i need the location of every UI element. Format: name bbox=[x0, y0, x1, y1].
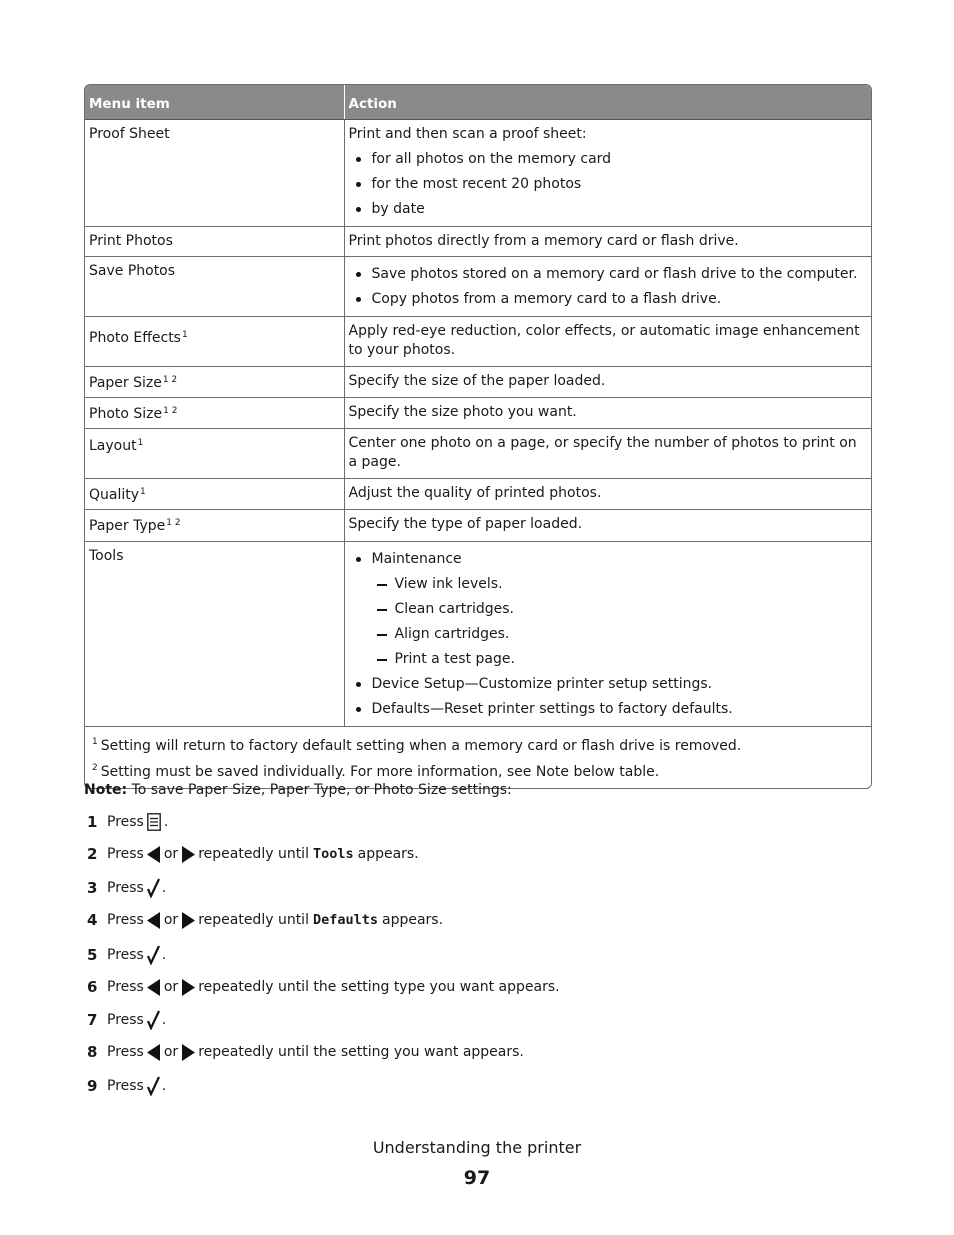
footnote-ref: 1 bbox=[137, 438, 144, 448]
step-2 bbox=[87, 844, 419, 864]
list-item: Print a test page. bbox=[349, 647, 867, 672]
step-number: 8 bbox=[87, 1043, 98, 1061]
list-item bbox=[349, 547, 867, 572]
footnote-1 bbox=[92, 733, 866, 759]
menu-item-photo-size bbox=[85, 398, 344, 429]
menu-item-paper-type bbox=[85, 510, 344, 542]
list-item: by date bbox=[349, 197, 867, 222]
step-press: Press bbox=[107, 846, 144, 862]
step-press: Press bbox=[107, 1044, 144, 1060]
step-number: 9 bbox=[87, 1077, 98, 1095]
step-number: 3 bbox=[87, 879, 98, 897]
header-action: Action bbox=[344, 85, 871, 120]
menu-item-quality bbox=[85, 479, 344, 510]
step-number: 5 bbox=[87, 946, 98, 964]
step-number: 1 bbox=[87, 813, 98, 831]
step-7 bbox=[87, 1010, 166, 1030]
header-menu-item: Menu item bbox=[85, 85, 344, 120]
step-or: or bbox=[163, 846, 179, 862]
list-item: Save photos stored on a memory card or flash drive to the computer. bbox=[349, 262, 867, 287]
table-row bbox=[85, 227, 871, 257]
item-label: Photo Effects bbox=[89, 330, 181, 346]
left-arrow-icon bbox=[147, 912, 161, 929]
action-cell: Center one photo on a page, or specify the number of photos to print on a page. bbox=[344, 429, 871, 479]
right-arrow-icon bbox=[181, 846, 195, 863]
left-arrow-icon bbox=[147, 979, 161, 996]
step-press: Press bbox=[107, 880, 144, 896]
note-paragraph bbox=[84, 782, 512, 798]
item-label: Layout bbox=[89, 438, 137, 454]
table-row bbox=[85, 510, 871, 542]
footnote-mark: 1 bbox=[92, 737, 98, 747]
step-6 bbox=[87, 977, 560, 997]
code-tools: Tools bbox=[312, 846, 354, 862]
checkmark-icon bbox=[147, 1010, 161, 1030]
list-item: View ink levels. bbox=[349, 572, 867, 597]
step-end: appears. bbox=[357, 846, 419, 862]
action-cell bbox=[344, 120, 871, 227]
step-8 bbox=[87, 1042, 524, 1062]
step-or: or bbox=[163, 912, 179, 928]
action-cell: Print photos directly from a memory card or flash drive. bbox=[344, 227, 871, 257]
footnote-ref: 1 2 bbox=[163, 406, 178, 416]
left-arrow-icon bbox=[147, 1044, 161, 1061]
note-label: Note: bbox=[84, 782, 128, 798]
list-item: Device Setup—Customize printer setup settings. bbox=[349, 672, 867, 697]
step-5 bbox=[87, 945, 166, 965]
section-footer: Understanding the printer bbox=[372, 1138, 582, 1157]
table-row bbox=[85, 479, 871, 510]
checkmark-icon bbox=[147, 1076, 161, 1096]
item-label: Photo Size bbox=[89, 406, 163, 422]
step-end: . bbox=[163, 814, 169, 830]
menu-item-save-photos: Save Photos bbox=[85, 257, 344, 317]
list-item: Copy photos from a memory card to a flash drive. bbox=[349, 287, 867, 312]
item-label: Quality bbox=[89, 487, 140, 503]
footnote-mark: 2 bbox=[92, 763, 98, 773]
footnote-ref: 1 2 bbox=[162, 375, 178, 385]
footnote-ref: 1 bbox=[181, 330, 188, 340]
step-3 bbox=[87, 878, 166, 898]
action-cell: Adjust the quality of printed photos. bbox=[344, 479, 871, 510]
menu-item-photo-effects bbox=[85, 317, 344, 367]
table-row bbox=[85, 257, 871, 317]
action-cell: Specify the size of the paper loaded. bbox=[344, 367, 871, 398]
footnotes-cell bbox=[85, 727, 871, 789]
step-end: . bbox=[161, 1012, 167, 1028]
step-press: Press bbox=[107, 912, 144, 928]
table-row bbox=[85, 120, 871, 227]
list-item: for all photos on the memory card bbox=[349, 147, 867, 172]
step-or: or bbox=[163, 979, 179, 995]
step-or: or bbox=[163, 1044, 179, 1060]
action-cell: Specify the size photo you want. bbox=[344, 398, 871, 429]
code-defaults: Defaults bbox=[312, 912, 378, 928]
footnote-ref: 1 2 bbox=[166, 518, 181, 528]
right-arrow-icon bbox=[181, 1044, 195, 1061]
item-label: Paper Type bbox=[89, 518, 166, 534]
note-text: To save Paper Size, Paper Type, or Photo Size settings: bbox=[131, 782, 512, 798]
step-9 bbox=[87, 1076, 166, 1096]
step-number: 4 bbox=[87, 911, 98, 929]
footnote-text: Setting must be saved individually. For more information, see Note below table. bbox=[100, 764, 660, 780]
step-number: 7 bbox=[87, 1011, 98, 1029]
right-arrow-icon bbox=[181, 979, 195, 996]
action-cell bbox=[344, 542, 871, 727]
menu-item-layout bbox=[85, 429, 344, 479]
checkmark-icon bbox=[147, 945, 161, 965]
step-number: 2 bbox=[87, 845, 98, 863]
bullet-list bbox=[349, 672, 867, 722]
checkmark-icon bbox=[147, 878, 161, 898]
step-press: Press bbox=[107, 979, 144, 995]
table-row bbox=[85, 429, 871, 479]
step-text: repeatedly until the setting type you want appears. bbox=[198, 979, 560, 995]
step-number: 6 bbox=[87, 978, 98, 996]
step-end: . bbox=[161, 880, 167, 896]
menu-item-paper-size bbox=[85, 367, 344, 398]
bullet-list bbox=[349, 147, 867, 222]
action-cell bbox=[344, 257, 871, 317]
list-item: Clean cartridges. bbox=[349, 597, 867, 622]
table-row bbox=[85, 317, 871, 367]
table-header-row bbox=[85, 85, 871, 120]
list-item: Defaults—Reset printer settings to factory defaults. bbox=[349, 697, 867, 722]
menu-item-tools: Tools bbox=[85, 542, 344, 727]
item-label: Paper Size bbox=[89, 375, 162, 391]
dash-list bbox=[349, 572, 867, 672]
step-4 bbox=[87, 910, 443, 930]
table-row bbox=[85, 542, 871, 727]
list-item: Align cartridges. bbox=[349, 622, 867, 647]
page-number: 97 bbox=[463, 1167, 491, 1189]
step-text: repeatedly until bbox=[198, 912, 309, 928]
menu-item-print-photos: Print Photos bbox=[85, 227, 344, 257]
step-press: Press bbox=[107, 947, 144, 963]
step-end: . bbox=[161, 1078, 167, 1094]
step-text: repeatedly until bbox=[198, 846, 309, 862]
list-item: for the most recent 20 photos bbox=[349, 172, 867, 197]
step-end: . bbox=[161, 947, 167, 963]
menu-icon bbox=[147, 813, 161, 831]
step-text: repeatedly until the setting you want appears. bbox=[198, 1044, 524, 1060]
step-press: Press bbox=[107, 1012, 144, 1028]
step-end: appears. bbox=[382, 912, 444, 928]
bullet-list bbox=[349, 262, 867, 312]
step-1 bbox=[87, 812, 168, 832]
action-cell: Apply red-eye reduction, color effects, or automatic image enhancement to your photos. bbox=[344, 317, 871, 367]
menu-table bbox=[84, 84, 872, 789]
left-arrow-icon bbox=[147, 846, 161, 863]
table-row bbox=[85, 398, 871, 429]
table-row bbox=[85, 367, 871, 398]
list-item-label: Maintenance bbox=[371, 551, 462, 567]
action-cell: Specify the type of paper loaded. bbox=[344, 510, 871, 542]
table-footnotes-row bbox=[85, 727, 871, 789]
right-arrow-icon bbox=[181, 912, 195, 929]
footnote-text: Setting will return to factory default setting when a memory card or flash drive is removed. bbox=[100, 738, 742, 754]
step-press: Press bbox=[107, 1078, 144, 1094]
action-intro: Print and then scan a proof sheet: bbox=[348, 126, 587, 142]
menu-item-proof-sheet: Proof Sheet bbox=[89, 126, 170, 142]
step-press: Press bbox=[107, 814, 144, 830]
bullet-list bbox=[349, 547, 867, 572]
footnote-ref: 1 bbox=[140, 487, 146, 497]
